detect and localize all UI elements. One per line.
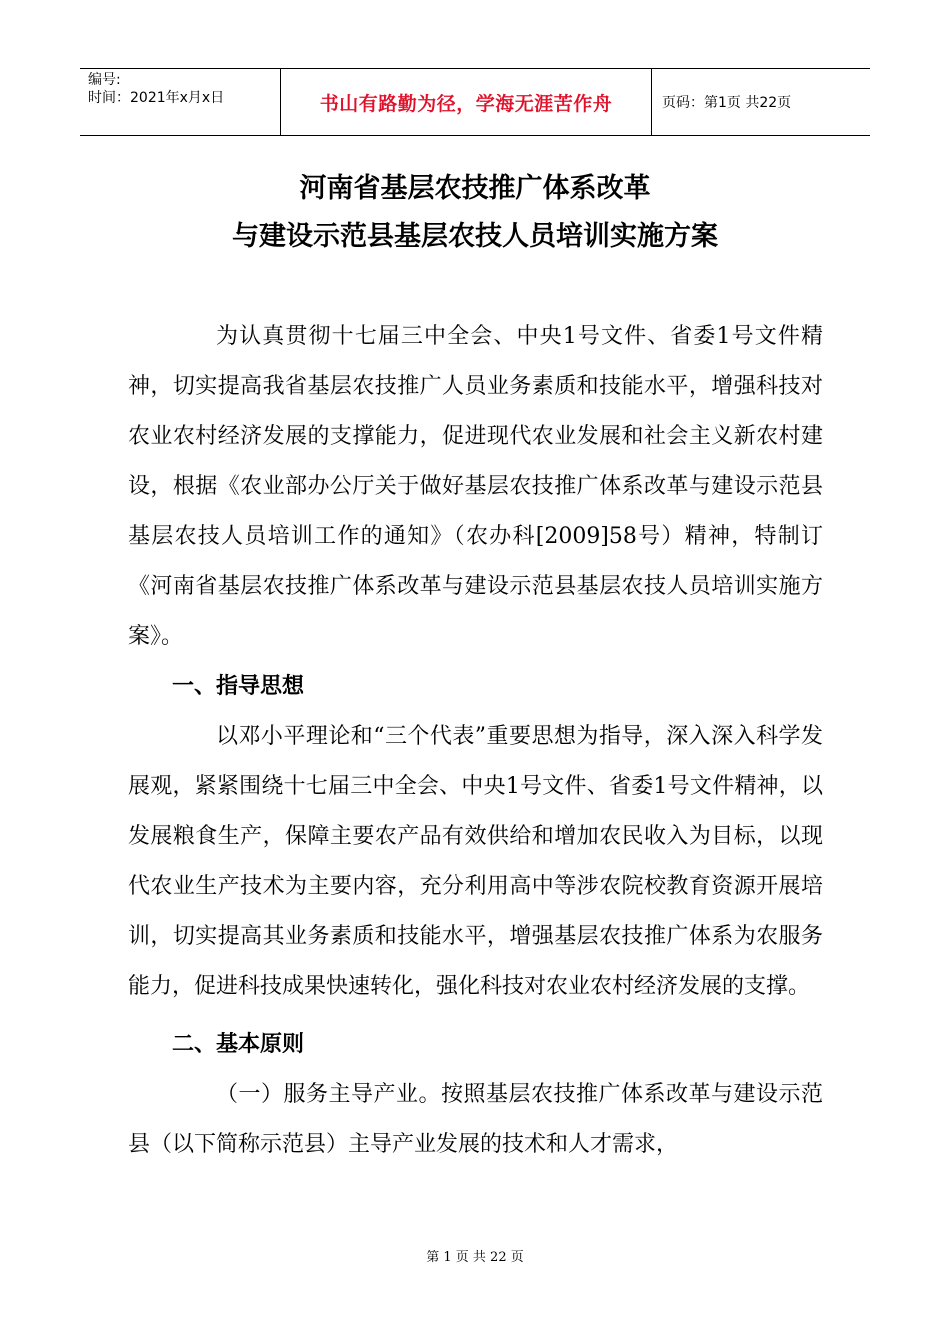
section1-paragraph: 以邓小平理论和“三个代表”重要思想为指导，深入深入科学发展观，紧紧围绕十七届三中全会、中央1号文件、省委1号文件精神，以发展粮食生产，保障主要农产品有效供给和增加农民收入为目标，以现代农业生产技术为主要内容，充分利用高中等涉农院校教育资源开展培训，切实提高其业务素质和技能水平，增强基层农技推广体系为农服务能力，促进科技成果快速转化，强化科技对农业农村经济发展的支撑。 <box>128 724 823 999</box>
page-info: 页码：第1页 共22页 <box>662 95 792 111</box>
page-footer: 第 1 页 共 22 页 <box>426 1250 524 1265</box>
motto-text: 书山有路勤为径，学海无涯苦作舟 <box>319 92 613 115</box>
section1-heading: 一、指导思想 <box>172 674 305 699</box>
intro-paragraph: 为认真贯彻十七届三中全会、中央1号文件、省委1号文件精神，切实提高我省基层农技推广人员业务素质和技能水平，增强科技对农业农村经济发展的支撑能力，促进现代农业发展和社会主义新农村建设，根据《农业部办公厅关于做好基层农技推广体系改革与建设示范县基层农技人员培训工作的通知》（农办科[2009]58号）精神，特制订《河南省基层农技推广体系改革与建设示范县基层农技人员培训实施方案》。 <box>128 324 823 649</box>
header-table <box>80 68 870 136</box>
section2-heading: 二、基本原则 <box>172 1032 305 1057</box>
document-title-line1: 河南省基层农技推广体系改革 <box>299 173 651 204</box>
document-time-label: 时间：2021年x月x日 <box>88 90 225 106</box>
header-meta-cell <box>80 69 280 135</box>
header-page-cell <box>652 69 870 135</box>
header-motto-cell <box>280 69 652 135</box>
section2-paragraph: （一）服务主导产业。按照基层农技推广体系改革与建设示范县（以下简称示范县）主导产业发展的技术和人才需求， <box>128 1082 823 1157</box>
document-title-line2: 与建设示范县基层农技人员培训实施方案 <box>232 221 718 252</box>
document-number-label: 编号: <box>88 72 121 88</box>
document-body <box>128 312 823 1170</box>
